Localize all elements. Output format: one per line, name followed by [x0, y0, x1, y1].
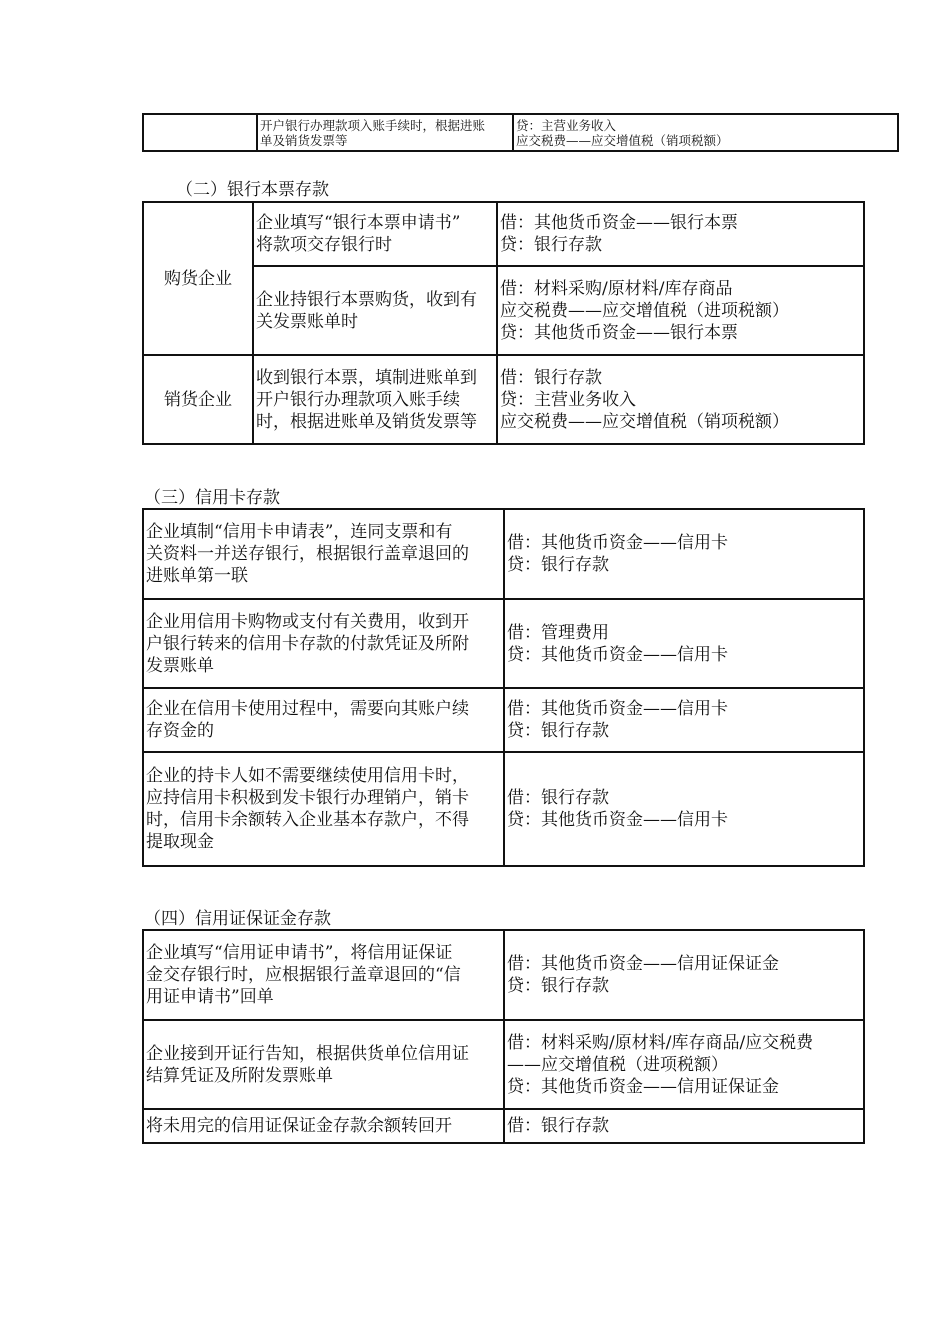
text-line: 企业接到开证行告知，根据供货单位信用证	[146, 1043, 469, 1064]
text-line: 用证申请书”回单	[146, 987, 274, 1007]
text-line: 借：其他货币资金——银行本票	[500, 213, 738, 233]
credit-card-table	[142, 508, 865, 867]
text-line: 贷：其他货币资金——信用证保证金	[507, 1076, 779, 1097]
description-cell	[143, 599, 504, 688]
text-line: 企业填制“信用卡申请表”，连同支票和有	[146, 522, 453, 542]
description-cell	[253, 355, 497, 444]
text-line: 发票账单	[146, 655, 214, 676]
text-line: 将款项交存银行时	[256, 235, 392, 255]
text-line: 借：银行存款	[507, 788, 609, 808]
party-cell: 销货企业	[143, 355, 253, 444]
entry-cell	[497, 202, 864, 266]
text-line: 单及销货发票等	[260, 132, 348, 148]
text-line: 应交税费——应交增值税（销项税额）	[500, 411, 789, 432]
text-line: 提取现金	[146, 832, 214, 852]
text-line: 开户银行办理款项入账手续时，根据进账	[260, 117, 486, 133]
text-line: 贷：其他货币资金——信用卡	[507, 810, 728, 830]
description-cell	[253, 266, 497, 355]
text-line: 贷：银行存款	[507, 721, 609, 741]
text-line: 贷：主营业务收入	[516, 117, 617, 133]
text-line: 借：其他货币资金——信用卡	[507, 533, 728, 553]
text-line: 贷：银行存款	[500, 235, 602, 255]
text-line: 关发票账单时	[256, 311, 358, 332]
text-line: 金交存银行时，应根据银行盖章退回的“信	[146, 965, 461, 985]
entry-cell	[504, 930, 864, 1020]
text-line: 贷：其他货币资金——银行本票	[500, 322, 738, 343]
text-line: 时，信用卡余额转入企业基本存款户，不得	[146, 810, 469, 830]
text-line: 贷：银行存款	[507, 976, 609, 996]
entry-cell	[504, 509, 864, 599]
empty-cell	[143, 114, 257, 151]
description-cell	[143, 930, 504, 1020]
text-line: 应交税费——应交增值税（销项税额）	[516, 132, 729, 148]
text-line: 借：银行存款	[507, 1116, 609, 1136]
text-line: 贷：主营业务收入	[500, 389, 636, 410]
text-line: 户银行转来的信用卡存款的付款凭证及所附	[146, 633, 469, 654]
text-line: 贷：其他货币资金——信用卡	[507, 644, 728, 665]
section-title: （二）银行本票存款	[176, 180, 329, 200]
entry-cell	[497, 355, 864, 444]
description-cell	[143, 509, 504, 599]
bank-draft-table	[142, 201, 865, 445]
entry-cell	[513, 114, 898, 151]
entry-cell	[504, 688, 864, 752]
entry-cell	[504, 1109, 864, 1143]
text-line: 企业填写“银行本票申请书”	[256, 213, 461, 233]
entry-cell	[504, 1020, 864, 1109]
text-line: 应交税费——应交增值税（进项税额）	[500, 300, 789, 321]
text-line: 企业填写“信用证申请书”，将信用证保证	[146, 943, 453, 963]
text-line: 进账单第一联	[146, 566, 248, 586]
description-cell	[143, 1020, 504, 1109]
text-line: 企业持银行本票购货，收到有	[256, 289, 477, 310]
text-line: 借：银行存款	[500, 367, 602, 388]
text-line: 借：材料采购/原材料/库存商品/应交税费	[507, 1032, 814, 1053]
text-line: 结算凭证及所附发票账单	[146, 1065, 333, 1086]
description-cell	[143, 752, 504, 866]
text-line: ——应交增值税（进项税额）	[507, 1054, 728, 1075]
text-line: 时，根据进账单及销货发票等	[256, 411, 477, 432]
text-line: 收到银行本票，填制进账单到	[256, 367, 477, 388]
party-cell: 购货企业	[143, 202, 253, 355]
entry-cell	[497, 266, 864, 355]
text-line: 借：管理费用	[507, 622, 609, 643]
text-line: 应持信用卡积极到发卡银行办理销户，销卡	[146, 788, 469, 808]
entry-cell	[504, 752, 864, 866]
text-line: 借：其他货币资金——信用卡	[507, 699, 728, 719]
text-line: 借：材料采购/原材料/库存商品	[500, 278, 733, 299]
description-cell	[143, 1109, 504, 1143]
text-line: 贷：银行存款	[507, 555, 609, 575]
text-line: 将未用完的信用证保证金存款余额转回开	[146, 1116, 452, 1136]
text-line: 企业在信用卡使用过程中，需要向其账户续	[146, 699, 469, 719]
text-line: 企业用信用卡购物或支付有关费用，收到开	[146, 611, 469, 632]
text-line: 存资金的	[146, 721, 214, 741]
section-title: （四）信用证保证金存款	[144, 909, 331, 929]
description-cell	[253, 202, 497, 266]
description-cell	[143, 688, 504, 752]
letter-of-credit-table	[142, 929, 865, 1144]
text-line: 开户银行办理款项入账手续	[256, 389, 460, 410]
section-title: （三）信用卡存款	[144, 488, 280, 508]
description-cell	[257, 114, 513, 151]
text-line: 关资料一并送存银行，根据银行盖章退回的	[146, 544, 469, 564]
text-line: 企业的持卡人如不需要继续使用信用卡时，	[146, 766, 469, 786]
text-line: 借：其他货币资金——信用证保证金	[507, 954, 779, 974]
top-fragment-table	[142, 113, 899, 152]
entry-cell	[504, 599, 864, 688]
